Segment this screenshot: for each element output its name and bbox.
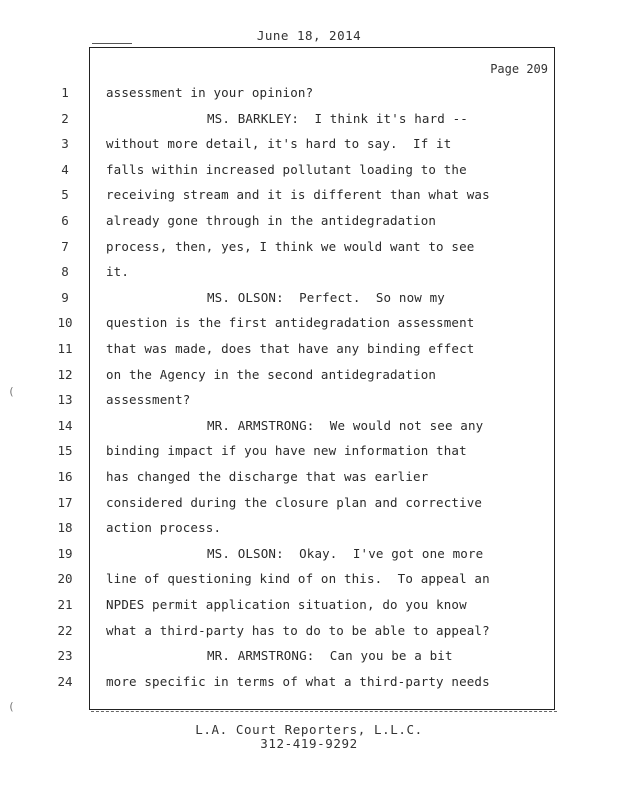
header-rule — [92, 43, 132, 44]
line-number: 15 — [57, 443, 73, 458]
transcript-line: assessment in your opinion? — [106, 85, 314, 100]
transcript-line: it. — [106, 264, 130, 279]
line-number: 7 — [61, 239, 69, 254]
line-number: 11 — [57, 341, 73, 356]
line-number: 16 — [57, 469, 73, 484]
line-number: 10 — [57, 315, 73, 330]
transcript-line: assessment? — [106, 392, 191, 407]
line-number: 18 — [57, 520, 73, 535]
line-number: 3 — [61, 136, 69, 151]
transcript-line: already gone through in the antidegradation — [106, 213, 437, 228]
transcript-line: NPDES permit application situation, do you know — [106, 597, 467, 612]
transcript-line: MS. OLSON: Okay. I've got one more — [207, 546, 484, 561]
transcript-line: more specific in terms of what a third-party needs — [106, 674, 490, 689]
line-number: 22 — [57, 623, 73, 638]
line-number: 20 — [57, 571, 73, 586]
line-number: 4 — [61, 162, 69, 177]
transcript-line: process, then, yes, I think we would want to see — [106, 239, 475, 254]
transcript-line: on the Agency in the second antidegradation — [106, 367, 437, 382]
transcript-date: June 18, 2014 — [256, 28, 362, 43]
line-number: 19 — [57, 546, 73, 561]
transcript-line: without more detail, it's hard to say. If it — [106, 136, 452, 151]
footer-phone: 312-419-9292 — [260, 736, 358, 751]
line-number: 1 — [61, 85, 69, 100]
transcript-line: question is the first antidegradation assessment — [106, 315, 475, 330]
line-number: 12 — [57, 367, 73, 382]
margin-hole-mark: ( — [8, 700, 15, 713]
transcript-line: has changed the discharge that was earlier — [106, 469, 429, 484]
line-number: 6 — [61, 213, 69, 228]
line-number: 24 — [57, 674, 73, 689]
transcript-line: what a third-party has to do to be able to appeal? — [106, 623, 490, 638]
line-number: 17 — [57, 495, 73, 510]
transcript-line: receiving stream and it is different than what was — [106, 187, 490, 202]
transcript-line: considered during the closure plan and corrective — [106, 495, 483, 510]
transcript-line: MS. OLSON: Perfect. So now my — [207, 290, 445, 305]
line-number: 23 — [57, 648, 73, 663]
transcript-line: action process. — [106, 520, 222, 535]
transcript-line: MS. BARKLEY: I think it's hard -- — [207, 111, 468, 126]
line-number: 2 — [61, 111, 69, 126]
transcript-line: line of questioning kind of on this. To appeal an — [106, 571, 490, 586]
frame-bottom-shadow — [91, 711, 557, 712]
line-number: 13 — [57, 392, 73, 407]
page-number-label: Page 209 — [490, 62, 548, 76]
line-number: 21 — [57, 597, 73, 612]
transcript-line: falls within increased pollutant loading to the — [106, 162, 467, 177]
line-number: 8 — [61, 264, 69, 279]
transcript-line: that was made, does that have any binding effect — [106, 341, 475, 356]
transcript-line: MR. ARMSTRONG: We would not see any — [207, 418, 484, 433]
line-number: 9 — [61, 290, 69, 305]
footer-company: L.A. Court Reporters, L.L.C. — [195, 722, 423, 737]
line-number: 5 — [61, 187, 69, 202]
line-number: 14 — [57, 418, 73, 433]
margin-hole-mark: ( — [8, 385, 15, 398]
transcript-line: binding impact if you have new information that — [106, 443, 467, 458]
transcript-line: MR. ARMSTRONG: Can you be a bit — [207, 648, 453, 663]
